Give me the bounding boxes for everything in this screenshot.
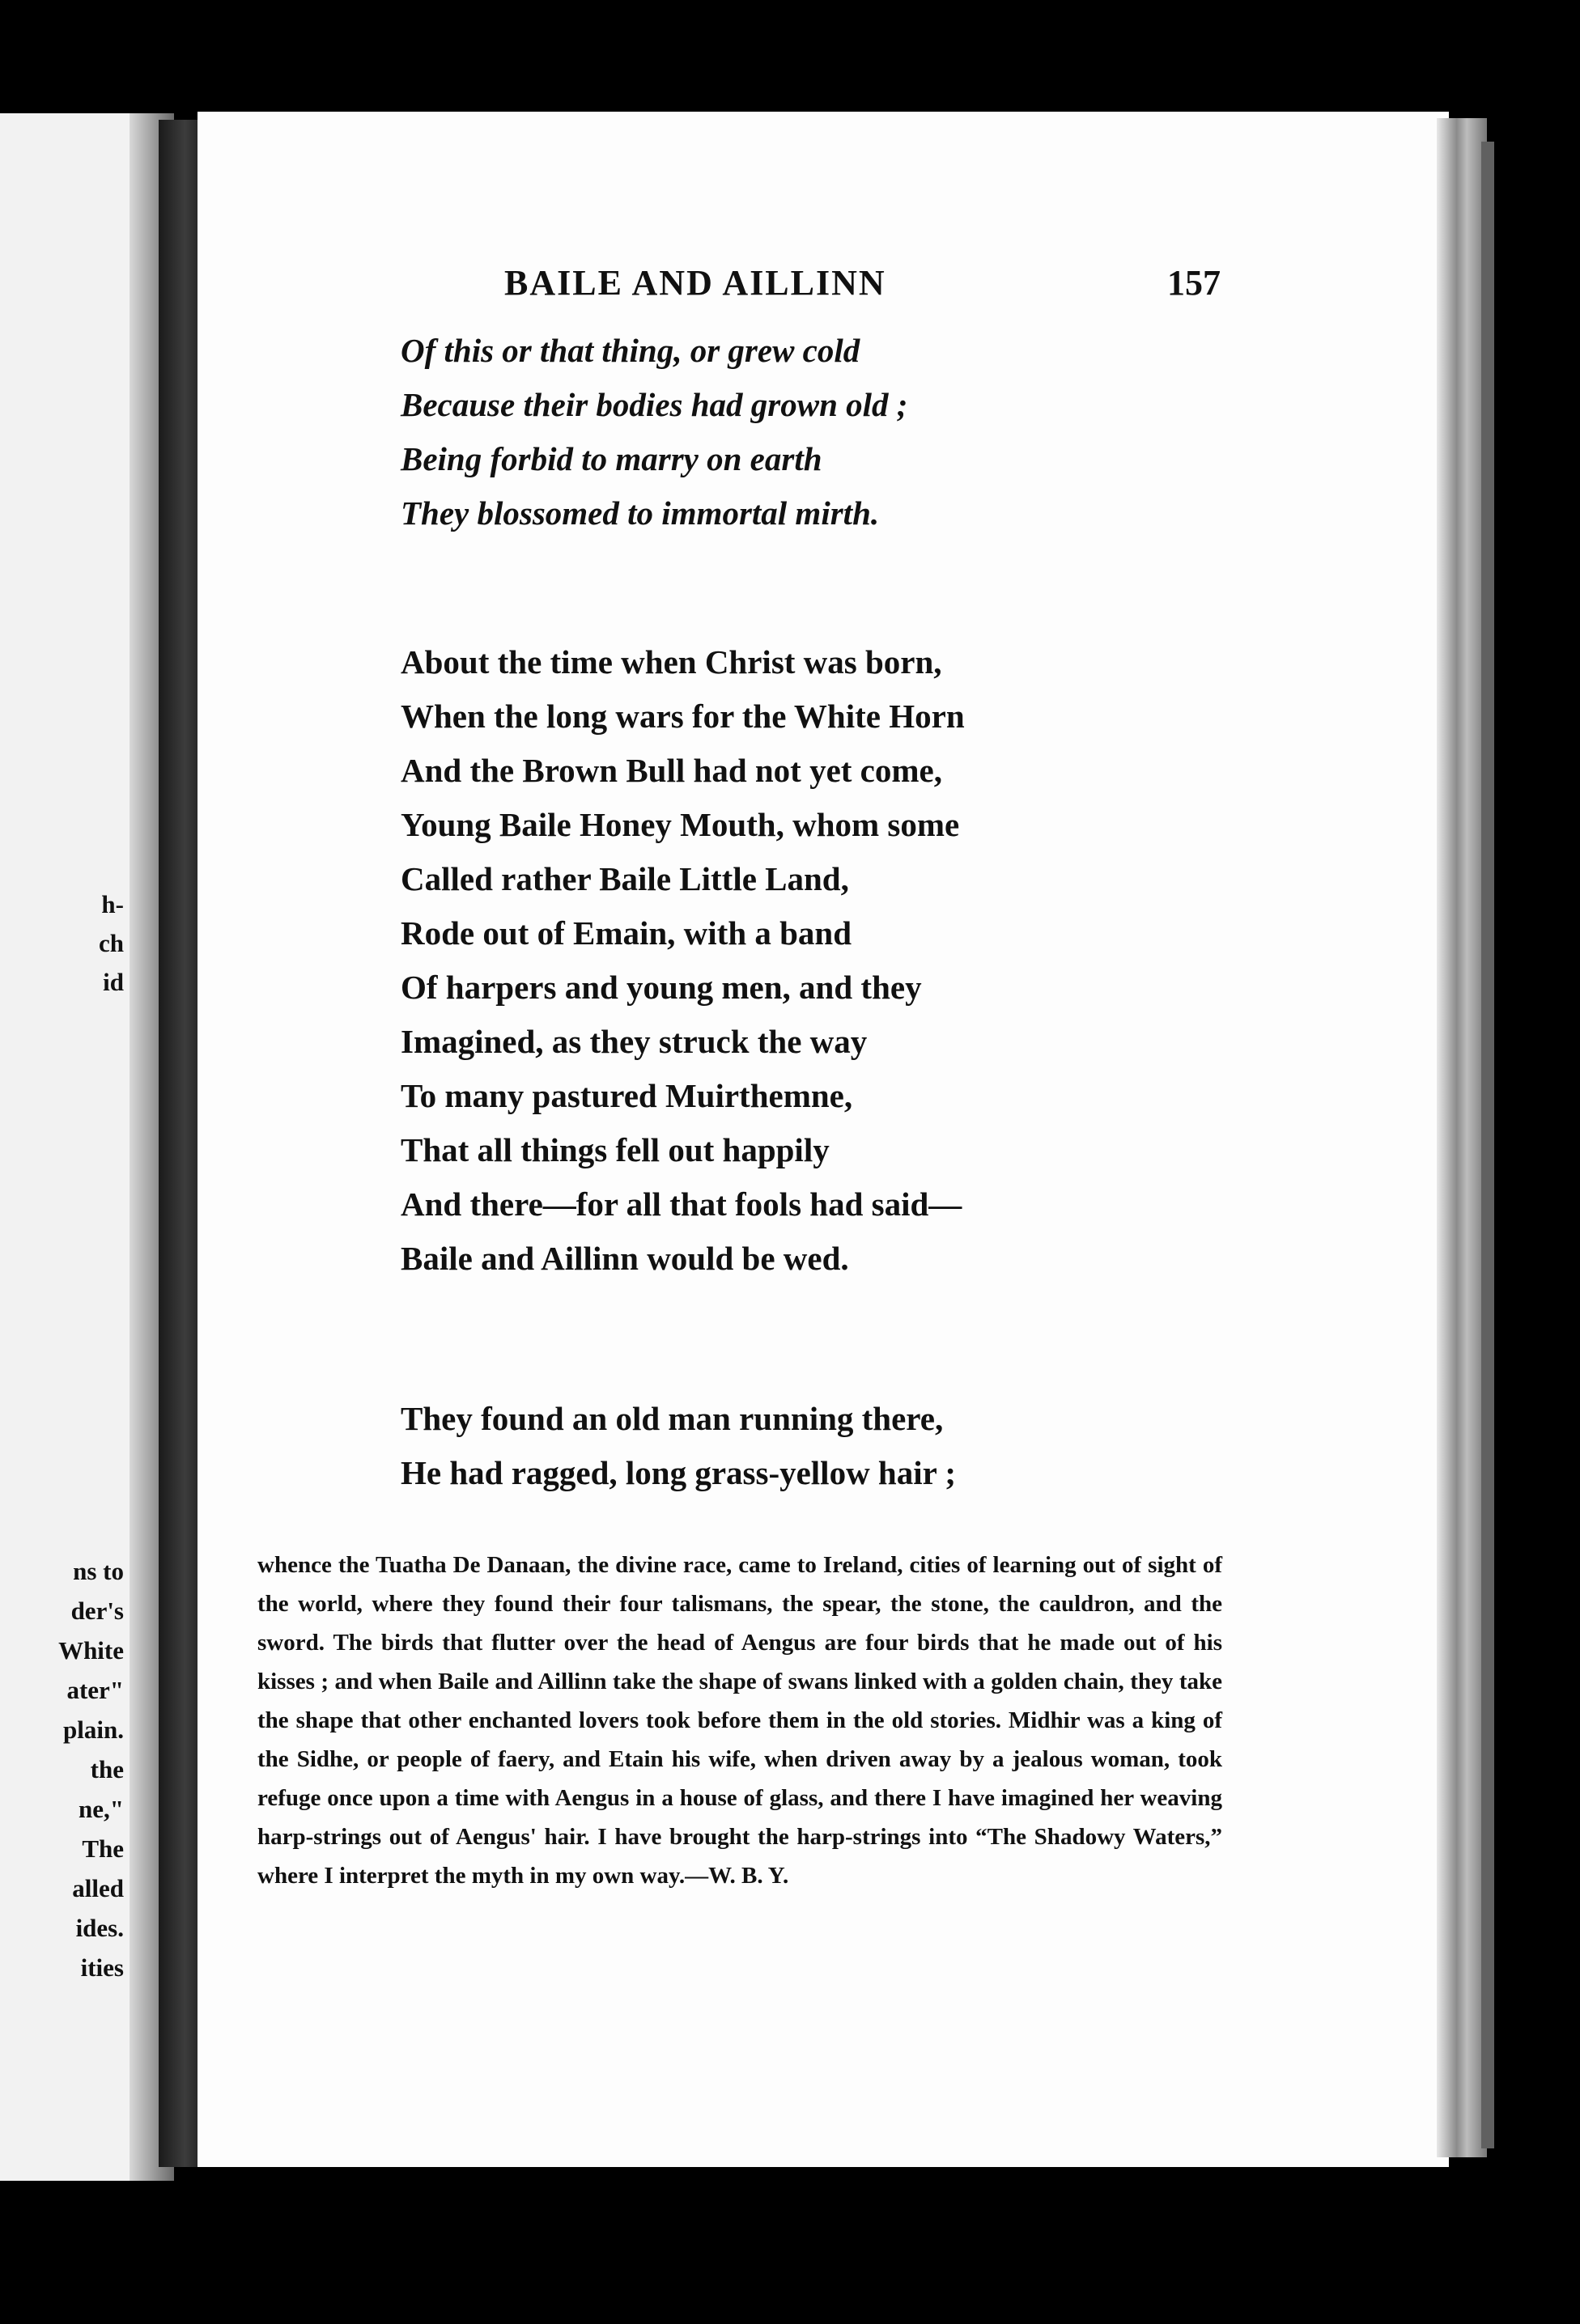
- page-number: 157: [1167, 263, 1221, 303]
- page-stack-edge: [1437, 118, 1487, 2157]
- verse-line: To many pastured Muirthemne,: [401, 1077, 853, 1114]
- previous-page-fragment: White: [58, 1636, 124, 1665]
- verse-line: They blossomed to immortal mirth.: [401, 494, 880, 532]
- page-stack-shadow: [1481, 142, 1494, 2148]
- previous-page-fragment: The: [82, 1834, 124, 1863]
- verse-line: That all things fell out happily: [401, 1131, 830, 1168]
- stanza-2: [401, 635, 965, 1286]
- footnote: whence the Tuatha De Danaan, the divine race, came to Ireland, cities of learning out of sight of the world, where they found their four talismans, the spear, the stone, the cauldron, and the sword. The birds that flutter over the head of Aengus are four birds that he made out of his kisses ; and when Baile and Aillinn take the shape of swans linked with a golden chain, they take the shape that other enchanted lovers took before them in the old stories. Midhir was a king of the Sidhe, or people of faery, and Etain his wife, when driven away by a jealous woman, took refuge once upon a time with Aengus in a house of glass, and there I have imagined her weaving harp-strings out of Aengus' hair. I have brought the harp-strings into “The Shadowy Waters,” where I interpret the myth in my own way.—W. B. Y.: [257, 1552, 1222, 1889]
- previous-page-fragment: the: [90, 1755, 124, 1783]
- previous-page-fragment: id: [103, 968, 124, 996]
- previous-page-fragment: ater": [66, 1676, 124, 1704]
- stanza-3: [401, 1392, 956, 1500]
- verse-line: When the long wars for the White Horn: [401, 698, 965, 735]
- verse-line: Young Baile Honey Mouth, whom some: [401, 806, 960, 843]
- verse-line: He had ragged, long grass-yellow hair ;: [401, 1454, 956, 1491]
- verse-line: Of this or that thing, or grew cold: [401, 332, 860, 369]
- book-spine: [159, 120, 202, 2167]
- verse-line: Rode out of Emain, with a band: [401, 914, 852, 952]
- previous-page-edge: [0, 113, 174, 2181]
- verse-line: Of harpers and young men, and they: [401, 969, 922, 1006]
- previous-page-fragment: ides.: [75, 1914, 124, 1942]
- verse-line: And the Brown Bull had not yet come,: [401, 752, 942, 789]
- verse-line: Called rather Baile Little Land,: [401, 860, 849, 897]
- previous-page-fragment: ities: [80, 1953, 124, 1982]
- verse-line: And there—for all that fools had said—: [401, 1185, 962, 1223]
- previous-page-fragment: alled: [72, 1874, 124, 1902]
- previous-page-fragment: ch: [99, 929, 124, 957]
- verse-line: Baile and Aillinn would be wed.: [401, 1240, 849, 1277]
- verse-line: Being forbid to marry on earth: [401, 440, 822, 477]
- book-page: [198, 112, 1449, 2167]
- verse-line: About the time when Christ was born,: [401, 643, 942, 681]
- previous-page-fragment: plain.: [63, 1715, 124, 1744]
- previous-page-fragment: ne,": [79, 1795, 124, 1823]
- previous-page-fragment: ns to: [73, 1557, 124, 1585]
- verse-line: Because their bodies had grown old ;: [401, 386, 908, 423]
- running-head: BAILE AND AILLINN: [504, 263, 886, 303]
- stanza-1: [401, 324, 907, 541]
- previous-page-fragment: h-: [101, 890, 124, 918]
- verse-line: They found an old man running there,: [401, 1400, 944, 1437]
- previous-page-fragment: der's: [70, 1597, 124, 1625]
- verse-line: Imagined, as they struck the way: [401, 1023, 868, 1060]
